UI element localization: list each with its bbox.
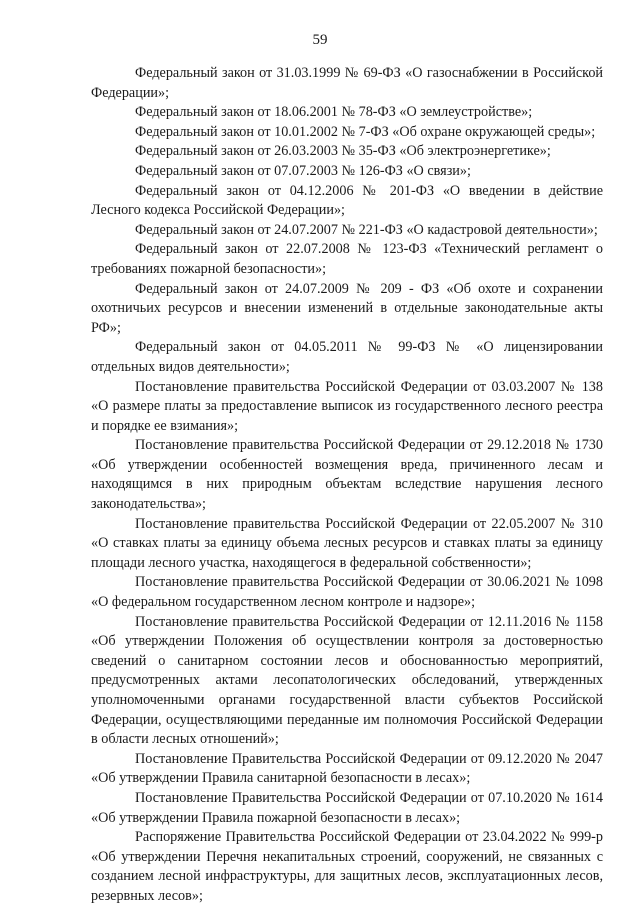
- page-number: 59: [312, 32, 328, 48]
- list-item: Федеральный закон от 04.12.2006 № 201-ФЗ «О введении в действие Лесного кодекса Российской Федерации»;: [91, 182, 603, 219]
- list-item: Федеральный закон от 26.03.2003 № 35-ФЗ «Об электроэнергетике»;: [135, 143, 551, 160]
- list-item: Федеральный закон от 04.05.2011 № 99-ФЗ № «О лицензировании отдельных видов деятельности»;: [91, 339, 603, 375]
- list-item: Постановление правительства Российской Федерации от 29.12.2018 № 1730 «Об утверждении особенностей возмещения вреда, причиненного лесам и находящимся в них природным объектам вследствие нарушения лесного законодательства»;: [91, 437, 603, 513]
- list-item: Федеральный закон от 31.03.1999 № 69-ФЗ «О газоснабжении в Российской Федерации»;: [91, 65, 603, 101]
- list-item: Постановление правительства Российской Федерации от 03.03.2007 № 138 «О размере платы за предоставление выписок из государственного лесного реестра и порядке ее взимания»;: [91, 378, 603, 434]
- list-item: Федеральный закон от 18.06.2001 № 78-ФЗ «О землеустройстве»;: [135, 104, 533, 121]
- list-item: Постановление правительства Российской Федерации от 30.06.2021 № 1098 «О федеральном государственном лесном контроле и надзоре»;: [91, 574, 603, 611]
- legal-acts-list: [91, 64, 603, 907]
- list-item: Постановление Правительства Российской Федерации от 07.10.2020 № 1614 «Об утверждении Правила пожарной безопасности в лесах»;: [91, 789, 603, 826]
- list-item: Федеральный закон от 24.07.2007 № 221-ФЗ «О кадастровой деятельности»;: [135, 221, 598, 238]
- list-item: Постановление Правительства Российской Федерации от 09.12.2020 № 2047 «Об утверждении Правила санитарной безопасности в лесах»;: [91, 750, 603, 787]
- list-item: Постановление правительства Российской Федерации от 12.11.2016 № 1158 «Об утверждении Положения об осуществлении контроля за достоверностью сведений о санитарном состоянии лесов и обоснованностью мероприятий, предусмотренных актами лесопатологических обследований, утвержденных уполномоченными органами государственной власти субъектов Российской Федерации, осуществляющими переданные им полномочия Российской Федерации в области лесных отношений»;: [91, 613, 603, 748]
- list-item: Федеральный закон от 10.01.2002 № 7-ФЗ «Об охране окружающей среды»;: [135, 123, 596, 140]
- list-item: Постановление правительства Российской Федерации от 22.05.2007 № 310 «О ставках платы за единицу объема лесных ресурсов и ставках платы за единицу площади лесного участка, находящегося в федеральной собственности»;: [91, 515, 603, 571]
- list-item: Распоряжение Правительства Российской Федерации от 23.04.2022 № 999-р «Об утверждении Перечня некапитальных строений, сооружений, не связанных с созданием лесной инфраструктуры, для защитных лесов, эксплуатационных лесов, резервных лесов»;: [91, 829, 603, 904]
- list-item: Федеральный закон от 07.07.2003 № 126-ФЗ «О связи»;: [135, 162, 471, 179]
- list-item: Федеральный закон от 24.07.2009 № 209 - ФЗ «Об охоте и сохранении охотничьих ресурсов и внесении изменений в отдельные законодательные акты РФ»;: [91, 280, 603, 336]
- list-item: Федеральный закон от 22.07.2008 № 123-ФЗ «Технический регламент о требованиях пожарной безопасности»;: [91, 241, 603, 277]
